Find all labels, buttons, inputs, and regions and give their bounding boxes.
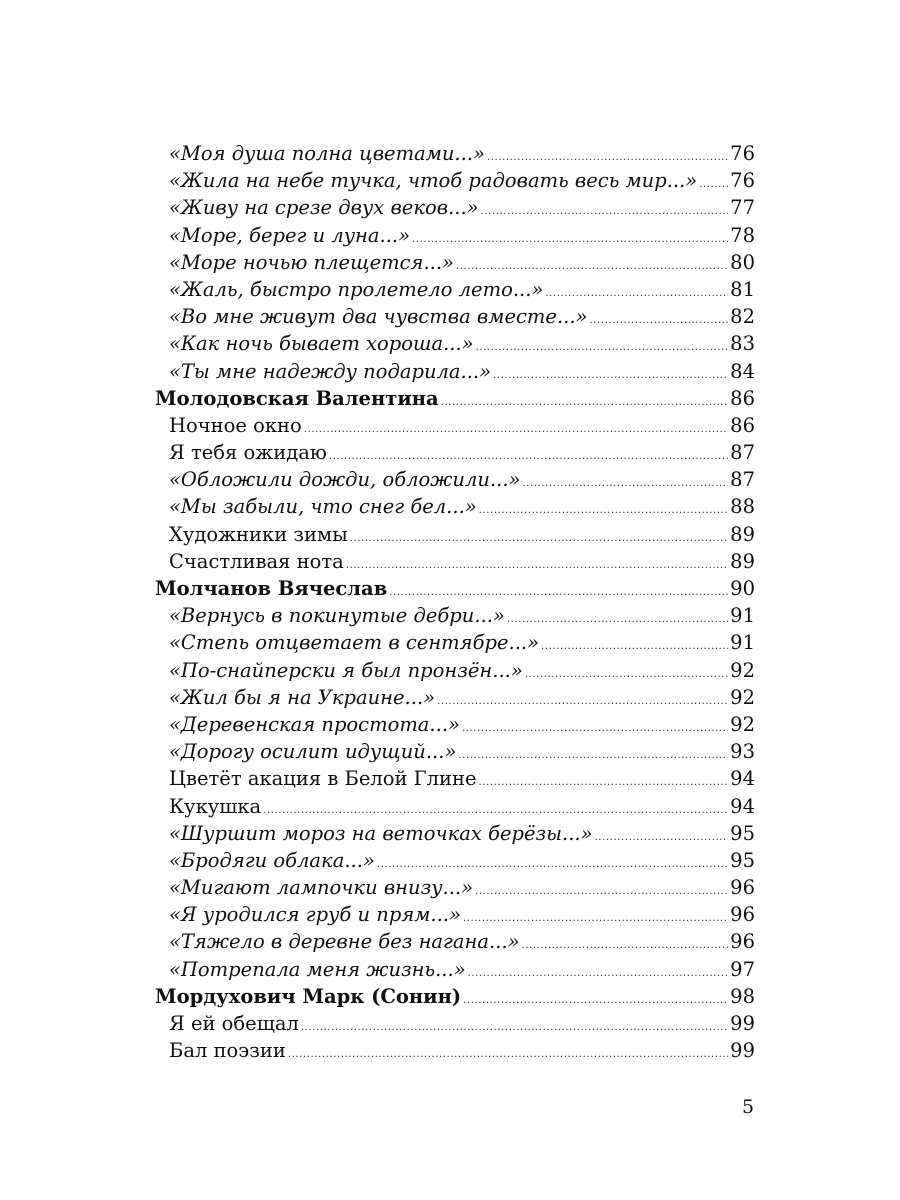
entry-page-number: 95 <box>730 848 755 872</box>
entry-title: Я тебя ожидаю <box>169 441 327 465</box>
entry-title: «Шуршит мороз на веточках берёзы...» <box>169 821 593 845</box>
dot-leader <box>304 416 728 443</box>
entry-page-number: 89 <box>730 522 755 546</box>
toc-entry-row <box>155 222 755 249</box>
entry-title: «Бродяги облака...» <box>169 848 375 872</box>
entry-page-number: 76 <box>730 169 755 193</box>
table-of-contents <box>155 140 755 1064</box>
dot-leader <box>346 552 728 579</box>
entry-page-number: 82 <box>730 305 755 329</box>
dot-leader <box>522 470 728 497</box>
entry-page-number: 83 <box>730 332 755 356</box>
entry-page-number: 86 <box>730 413 755 437</box>
toc-entry-row <box>155 548 755 575</box>
toc-author-row <box>155 385 755 412</box>
entry-page-number: 94 <box>730 767 755 791</box>
dot-leader <box>412 226 728 253</box>
entry-title: «Море, берег и луна...» <box>169 223 411 247</box>
toc-entry-row <box>155 956 755 983</box>
toc-entry-row <box>155 793 755 820</box>
toc-entry-row <box>155 521 755 548</box>
dot-leader <box>507 606 728 633</box>
entry-page-number: 81 <box>730 277 755 301</box>
entry-page-number: 78 <box>730 223 755 247</box>
dot-leader <box>475 878 728 905</box>
entry-title: Художники зимы <box>169 522 348 546</box>
entry-title: «Ты мне надежду подарила...» <box>169 359 492 383</box>
entry-page-number: 92 <box>730 712 755 736</box>
dot-leader <box>479 769 729 796</box>
toc-entry-row <box>155 629 755 656</box>
dot-leader <box>350 525 728 552</box>
entry-title: «Обложили дожди, обложили...» <box>169 468 521 492</box>
entry-page-number: 84 <box>730 359 755 383</box>
toc-entry-row <box>155 928 755 955</box>
dot-leader <box>481 198 729 225</box>
toc-entry-row <box>155 602 755 629</box>
toc-entry-row <box>155 466 755 493</box>
toc-entry-row <box>155 901 755 928</box>
toc-entry-row <box>155 358 755 385</box>
entry-title: Кукушка <box>169 794 262 818</box>
dot-leader <box>301 1014 728 1041</box>
entry-title: «Мигают лампочки внизу...» <box>169 876 474 900</box>
dot-leader <box>522 932 729 959</box>
toc-entry-row <box>155 847 755 874</box>
toc-entry-row <box>155 684 755 711</box>
dot-leader <box>595 824 729 851</box>
entry-page-number: 96 <box>730 930 755 954</box>
entry-title: «Море ночью плещется...» <box>169 250 454 274</box>
entry-page-number: 88 <box>730 495 755 519</box>
entry-page-number: 97 <box>730 957 755 981</box>
toc-entry-row <box>155 493 755 520</box>
toc-entry-row <box>155 874 755 901</box>
entry-title: «Я уродился груб и прям...» <box>169 903 461 927</box>
entry-page-number: 98 <box>730 984 755 1008</box>
toc-entry-row <box>155 820 755 847</box>
entry-page-number: 96 <box>730 876 755 900</box>
toc-entry-row <box>155 330 755 357</box>
entry-page-number: 80 <box>730 250 755 274</box>
entry-title: «Жаль, быстро пролетело лето...» <box>169 277 544 301</box>
entry-page-number: 95 <box>730 821 755 845</box>
entry-title: «Как ночь бывает хороша...» <box>169 332 474 356</box>
toc-entry-row <box>155 194 755 221</box>
entry-page-number: 91 <box>730 631 755 655</box>
toc-entry-row <box>155 303 755 330</box>
entry-title: «Потрепала меня жизнь...» <box>169 957 466 981</box>
entry-title: «Дорогу осилит идущий...» <box>169 740 457 764</box>
entry-title: «Вернусь в покинутые дебри...» <box>169 604 505 628</box>
entry-page-number: 90 <box>730 577 755 600</box>
entry-title: «Жила на небе тучка, чтоб радовать весь мир...» <box>169 169 698 193</box>
entry-title: «Живу на срезе двух веков...» <box>169 196 479 220</box>
dot-leader <box>699 171 728 198</box>
toc-author-row <box>155 983 755 1010</box>
toc-entry-row <box>155 140 755 167</box>
dot-leader <box>493 362 728 389</box>
toc-entry-row <box>155 1010 755 1037</box>
dot-leader <box>458 742 728 769</box>
toc-entry-row <box>155 738 755 765</box>
dot-leader <box>288 1041 728 1068</box>
toc-entry-row <box>155 276 755 303</box>
dot-leader <box>541 633 728 660</box>
author-name: Мордухович Марк (Сонин) <box>155 984 462 1008</box>
entry-page-number: 96 <box>730 903 755 927</box>
entry-title: Счастливая нота <box>169 549 344 573</box>
entry-title: «Тяжело в деревне без нагана...» <box>169 930 520 954</box>
entry-title: Бал поэзии <box>169 1039 286 1063</box>
dot-leader <box>462 715 728 742</box>
dot-leader <box>476 334 729 361</box>
toc-entry-row <box>155 249 755 276</box>
entry-title: Я ей обещал <box>169 1012 299 1035</box>
toc-entry-row <box>155 765 755 792</box>
entry-page-number: 92 <box>730 658 755 682</box>
entry-page-number: 92 <box>730 685 755 709</box>
toc-entry-row <box>155 1037 755 1064</box>
dot-leader <box>437 688 728 715</box>
entry-title: «Во мне живут два чувства вместе...» <box>169 305 588 329</box>
entry-title: «Мы забыли, что снег бел...» <box>169 495 477 519</box>
entry-page-number: 89 <box>730 549 755 573</box>
author-name: Молчанов Вячеслав <box>155 577 388 600</box>
entry-page-number: 77 <box>730 196 755 220</box>
entry-title: «Моя душа полна цветами...» <box>169 142 485 165</box>
dot-leader <box>589 307 728 334</box>
toc-author-row <box>155 575 755 602</box>
entry-title: Ночное окно <box>169 413 302 437</box>
entry-page-number: 93 <box>730 740 755 764</box>
entry-page-number: 94 <box>730 794 755 818</box>
toc-entry-row <box>155 711 755 738</box>
dot-leader <box>441 389 728 416</box>
entry-title: «По-снайперски я был пронзён...» <box>169 658 523 682</box>
entry-title: «Степь отцветает в сентябре...» <box>169 631 540 655</box>
toc-entry-row <box>155 657 755 684</box>
dot-leader <box>463 987 728 1014</box>
entry-page-number: 99 <box>730 1039 755 1063</box>
toc-entry-row <box>155 412 755 439</box>
entry-page-number: 86 <box>730 386 755 410</box>
dot-leader <box>525 661 728 688</box>
toc-entry-row <box>155 167 755 194</box>
entry-page-number: 76 <box>730 142 755 165</box>
dot-leader <box>468 960 729 987</box>
toc-entry-row <box>155 439 755 466</box>
entry-page-number: 87 <box>730 468 755 492</box>
entry-title: «Деревенская простота...» <box>169 712 460 736</box>
dot-leader <box>479 497 728 524</box>
entry-page-number: 99 <box>730 1012 755 1035</box>
entry-title: Цветёт акация в Белой Глине <box>169 767 477 791</box>
page-number: 5 <box>742 1096 755 1118</box>
entry-title: «Жил бы я на Украине...» <box>169 685 436 709</box>
author-name: Молодовская Валентина <box>155 386 439 410</box>
entry-page-number: 91 <box>730 604 755 628</box>
entry-page-number: 87 <box>730 441 755 465</box>
